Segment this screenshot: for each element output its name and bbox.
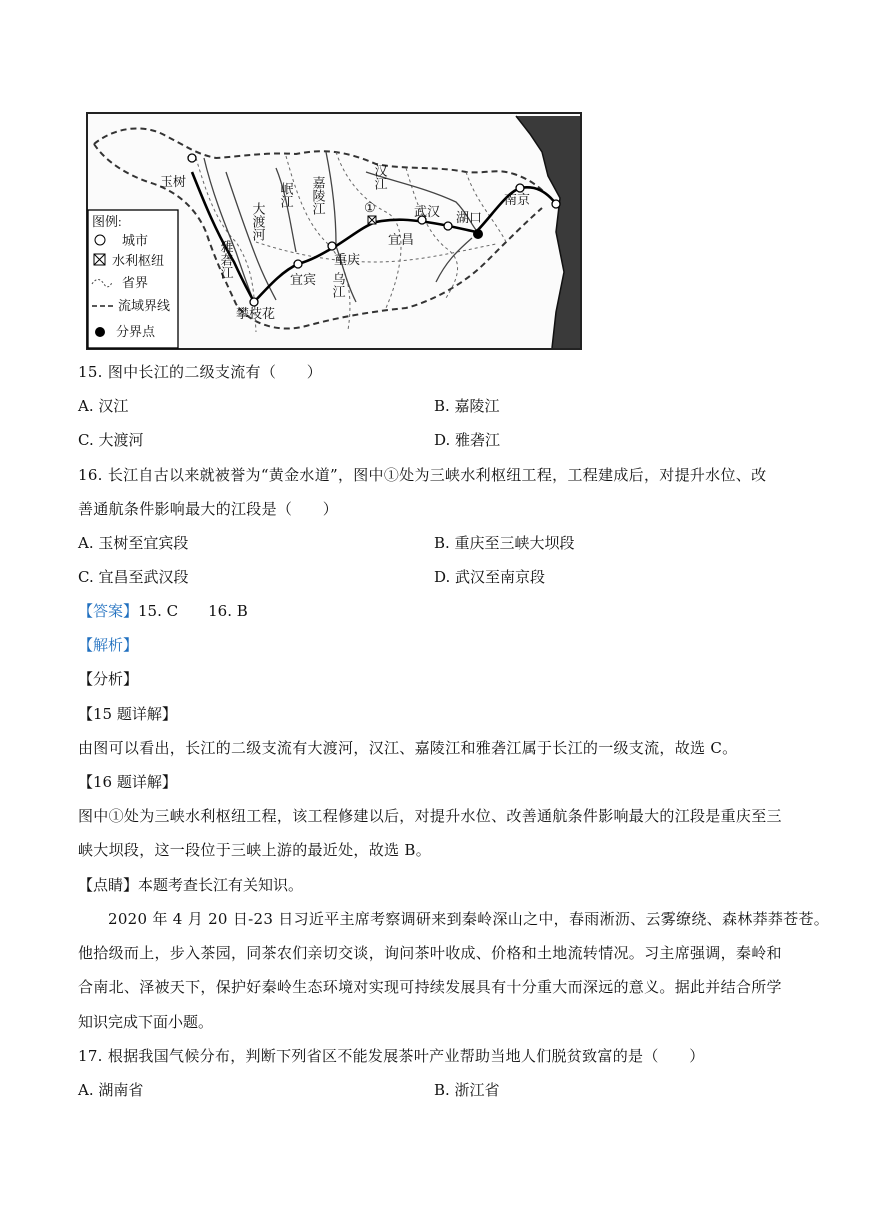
map-legend — [88, 210, 178, 348]
q17-stem: 17. 根据我国气候分布，判断下列省区不能发展茶叶产业帮助当地人们脱贫致富的是（ ） — [78, 1047, 705, 1065]
answer-line — [78, 601, 248, 621]
city-label-yibin: 宜宾 — [290, 272, 317, 287]
detail15-text: 由图可以看出，长江的二级支流有大渡河，汉江、嘉陵江和雅砻江属于长江的一级支流，故选 C。 — [78, 739, 738, 757]
city-label-wuhan: 武汉 — [414, 204, 441, 219]
river-label-min: 岷江 — [278, 182, 294, 208]
legend-label-split-point: 分界点 — [116, 324, 156, 339]
city-label-yichang: 宜昌 — [388, 232, 415, 247]
q16-option-c: C. 宜昌至武汉段 — [78, 568, 189, 586]
answer-text: 15. C 16. B — [138, 602, 248, 620]
q15-option-c: C. 大渡河 — [78, 431, 144, 449]
analysis-heading: 【分析】 — [78, 670, 139, 688]
city-label-chongqing: 重庆 — [334, 252, 361, 267]
q15-stem: 15. 图中长江的二级支流有（ ） — [78, 363, 323, 381]
q15-option-a: A. 汉江 — [78, 397, 129, 415]
legend-label-city: 城市 — [122, 233, 149, 248]
q15-option-b: B. 嘉陵江 — [434, 397, 500, 415]
detail16-text-line2: 峡大坝段，这一段位于三峡上游的最近处，故选 B。 — [78, 841, 431, 859]
q16-option-a: A. 玉树至宜宾段 — [78, 534, 189, 552]
detail15-heading: 【15 题详解】 — [78, 705, 177, 723]
analysis-tag: 【解析】 — [78, 636, 139, 654]
legend-label-hub: 水利枢纽 — [112, 253, 165, 268]
answer-tag: 【答案】 — [78, 602, 139, 620]
q16-option-d: D. 武汉至南京段 — [434, 568, 546, 586]
city-label-panzhihua: 攀枝花 — [236, 306, 276, 321]
river-label-dadu: 大渡河 — [250, 202, 266, 241]
comment: 【点睛】本题考查长江有关知识。 — [78, 876, 304, 894]
legend-label-basin: 流域界线 — [118, 298, 171, 313]
filled-dot-icon — [95, 327, 105, 337]
river-label-yalong: 雅砻江 — [218, 240, 234, 279]
q16-stem-line2: 善通航条件影响最大的江段是（ ） — [78, 500, 339, 518]
river-label-han: 汉江 — [372, 164, 388, 190]
circle-icon — [95, 235, 105, 245]
city-label-hukou: 湖口 — [456, 210, 483, 225]
river-label-jialing: 嘉陵江 — [310, 176, 326, 215]
passage-line1: 2020 年 4 月 20 日-23 日习近平主席考察调研来到秦岭深山之中，春雨淅沥、云雾缭绕、森林莽莽苍苍。 — [108, 910, 830, 928]
q17-option-b: B. 浙江省 — [434, 1081, 500, 1099]
q16-stem-line1: 16. 长江自古以来就被誉为“黄金水道”，图中①处为三峡水利枢纽工程，工程建成后，对提升水位、改 — [78, 466, 767, 484]
legend-label-province: 省界 — [122, 275, 149, 290]
q17-option-a: A. 湖南省 — [78, 1081, 144, 1099]
q16-option-b: B. 重庆至三峡大坝段 — [434, 534, 575, 552]
three-gorges-marker: ① — [364, 200, 376, 215]
detail16-text-line1: 图中①处为三峡水利枢纽工程，该工程修建以后，对提升水位、改善通航条件影响最大的江段是重庆至三 — [78, 807, 782, 825]
river-label-wu: 乌江 — [330, 272, 346, 298]
yangtze-river-map — [86, 112, 582, 350]
passage-line3: 合南北、泽被天下，保护好秦岭生态环境对实现可持续发展具有十分重大而深远的意义。据此并结合所学 — [78, 978, 782, 996]
passage-line2: 他拾级而上，步入茶园，同茶农们亲切交谈，询问茶叶收成、价格和土地流转情况。习主席强调，秦岭和 — [78, 944, 782, 962]
legend-title: 图例: — [92, 214, 122, 229]
passage-line4: 知识完成下面小题。 — [78, 1013, 214, 1031]
city-label-yushu: 玉树 — [160, 174, 187, 189]
city-label-nanjing: 南京 — [504, 192, 531, 207]
q15-option-d: D. 雅砻江 — [434, 431, 501, 449]
detail16-heading: 【16 题详解】 — [78, 773, 177, 791]
